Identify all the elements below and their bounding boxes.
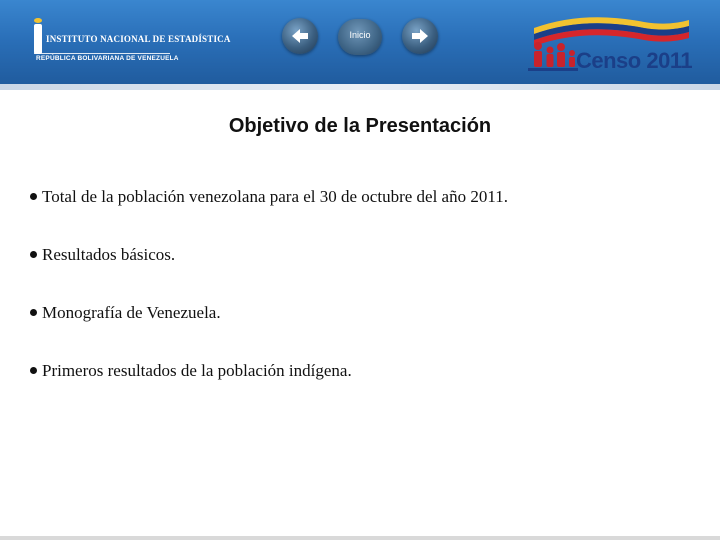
list-item-text: Total de la población venezolana para el 30 de octubre del año 2011. bbox=[42, 187, 508, 206]
ine-logo-mark bbox=[34, 24, 42, 54]
censo-logo bbox=[524, 10, 694, 76]
bullet-icon bbox=[30, 309, 37, 316]
censo-logo-text: Censo 2011 bbox=[576, 48, 693, 73]
list-item bbox=[30, 187, 690, 248]
list-item-text: Primeros resultados de la población indígena. bbox=[42, 361, 352, 380]
bullet-icon bbox=[30, 193, 37, 200]
footer-bar bbox=[0, 536, 720, 540]
bullet-icon bbox=[30, 251, 37, 258]
next-button[interactable] bbox=[402, 18, 438, 54]
bullet-icon bbox=[30, 367, 37, 374]
ine-divider bbox=[34, 53, 170, 54]
header-divider bbox=[0, 84, 720, 90]
arrow-left-icon bbox=[290, 26, 310, 46]
header-bar bbox=[0, 0, 720, 88]
home-button-label: Inicio bbox=[349, 30, 371, 40]
ine-org-name: INSTITUTO NACIONAL DE ESTADÍSTICA bbox=[46, 34, 231, 44]
previous-button[interactable] bbox=[282, 18, 318, 54]
list-item-text: Resultados básicos. bbox=[42, 245, 176, 264]
page-title: Objetivo de la Presentación bbox=[228, 115, 492, 137]
home-button[interactable] bbox=[338, 19, 382, 55]
list-item bbox=[30, 361, 690, 422]
list-item bbox=[30, 303, 690, 364]
arrow-right-icon bbox=[410, 26, 430, 46]
ine-country-name: REPÚBLICA BOLIVARIANA DE VENEZUELA bbox=[36, 55, 179, 62]
objectives-list bbox=[30, 187, 690, 422]
ine-logo bbox=[34, 22, 231, 66]
list-item bbox=[30, 245, 690, 306]
list-item-text: Monografía de Venezuela. bbox=[42, 303, 221, 322]
